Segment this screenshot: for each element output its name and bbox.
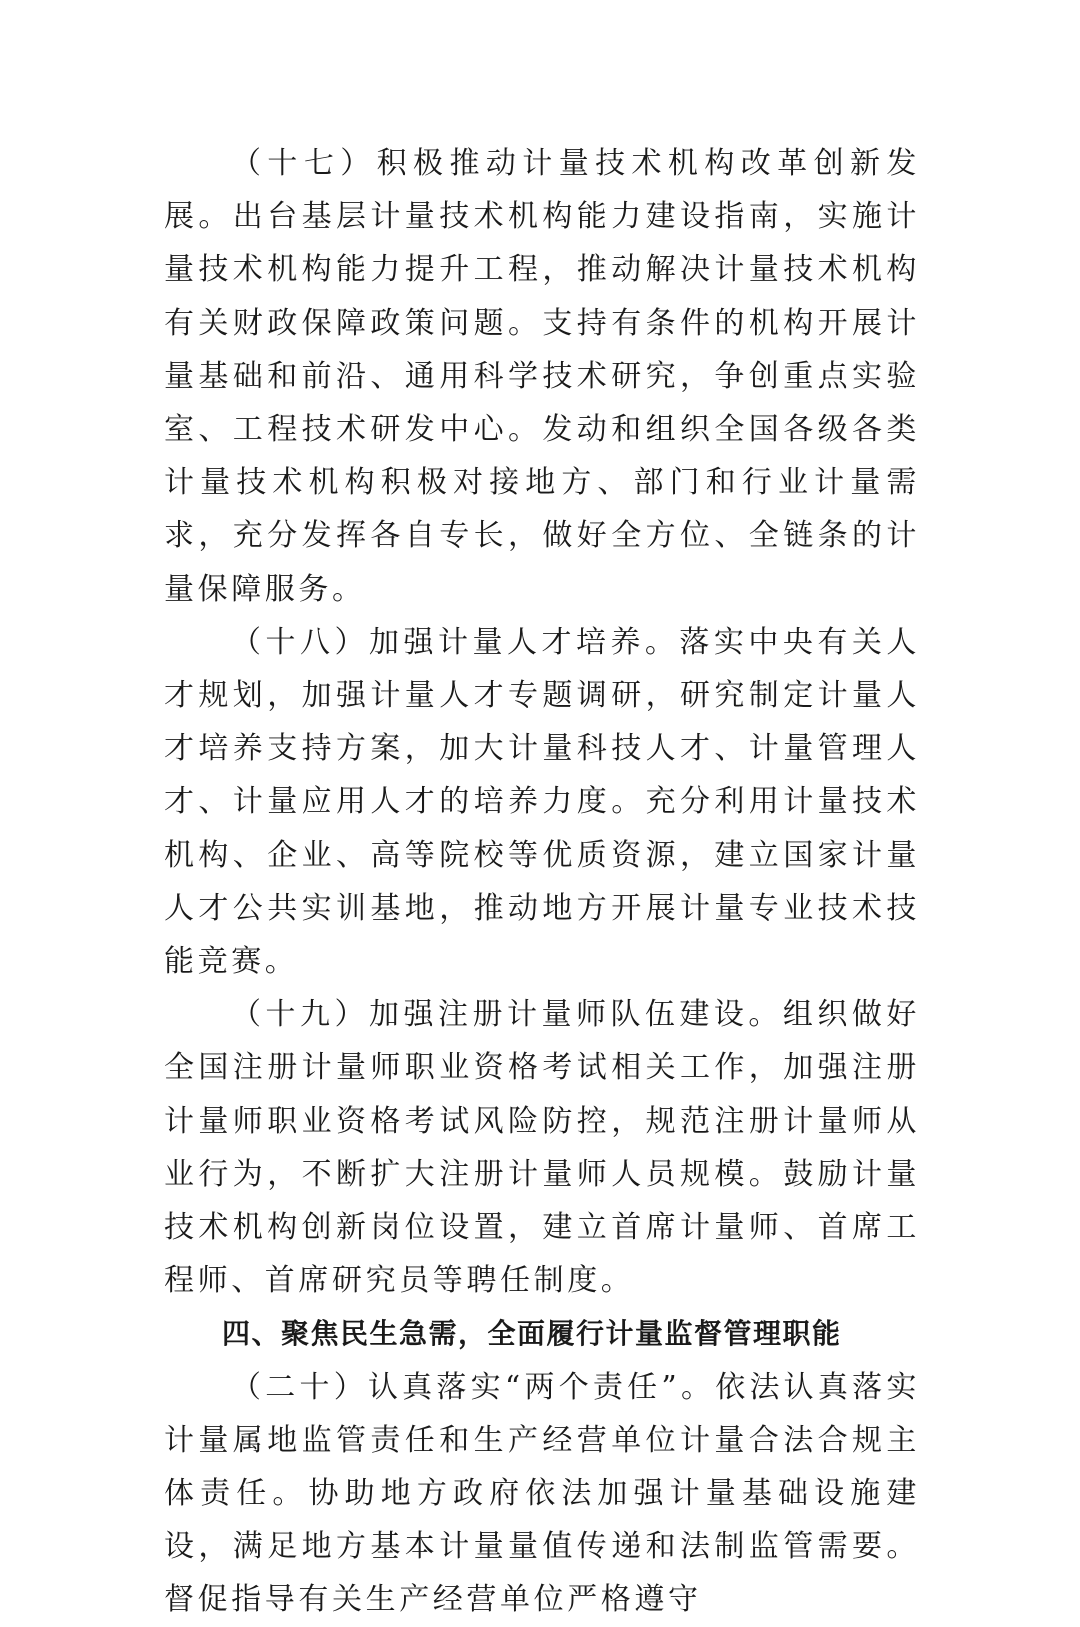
section-heading: 四、聚焦民生急需，全面履行计量监督管理职能 (222, 1317, 842, 1351)
paragraph-19: （十九）加强注册计量师队伍建设。组织做好全国注册计量师职业资格考试相关工作，加强注册计量师职业资格考试风险防控，规范注册计量师从业行为，不断扩大注册计量师人员规模。鼓励计量技术机构创新岗位设置，建立首席计量师、首席工程师、首席研究员等聘任制度。 (164, 997, 920, 1299)
paragraph-20: （二十）认真落实“两个责任”。依法认真落实计量属地监管责任和生产经营单位计量合法合规主体责任。协助地方政府依法加强计量基础设施建设，满足地方基本计量量值传递和法制监管需要。督促指导有关生产经营单位严格遵守 (164, 1369, 920, 1618)
document-body (164, 137, 920, 1627)
paragraph-18: （十八）加强计量人才培养。落实中央有关人才规划，加强计量人才专题调研，研究制定计量人才培养支持方案，加大计量科技人才、计量管理人才、计量应用人才的培养力度。充分利用计量技术机构、企业、高等院校等优质资源，建立国家计量人才公共实训基地，推动地方开展计量专业技术技能竞赛。 (164, 624, 920, 980)
paragraph-17: （十七）积极推动计量技术机构改革创新发展。出台基层计量技术机构能力建设指南，实施计量技术机构能力提升工程，推动解决计量技术机构有关财政保障政策问题。支持有条件的机构开展计量基础和前沿、通用科学技术研究，争创重点实验室、工程技术研发中心。发动和组织全国各级各类计量技术机构积极对接地方、部门和行业计量需求，充分发挥各自专长，做好全方位、全链条的计量保障服务。 (164, 146, 920, 607)
